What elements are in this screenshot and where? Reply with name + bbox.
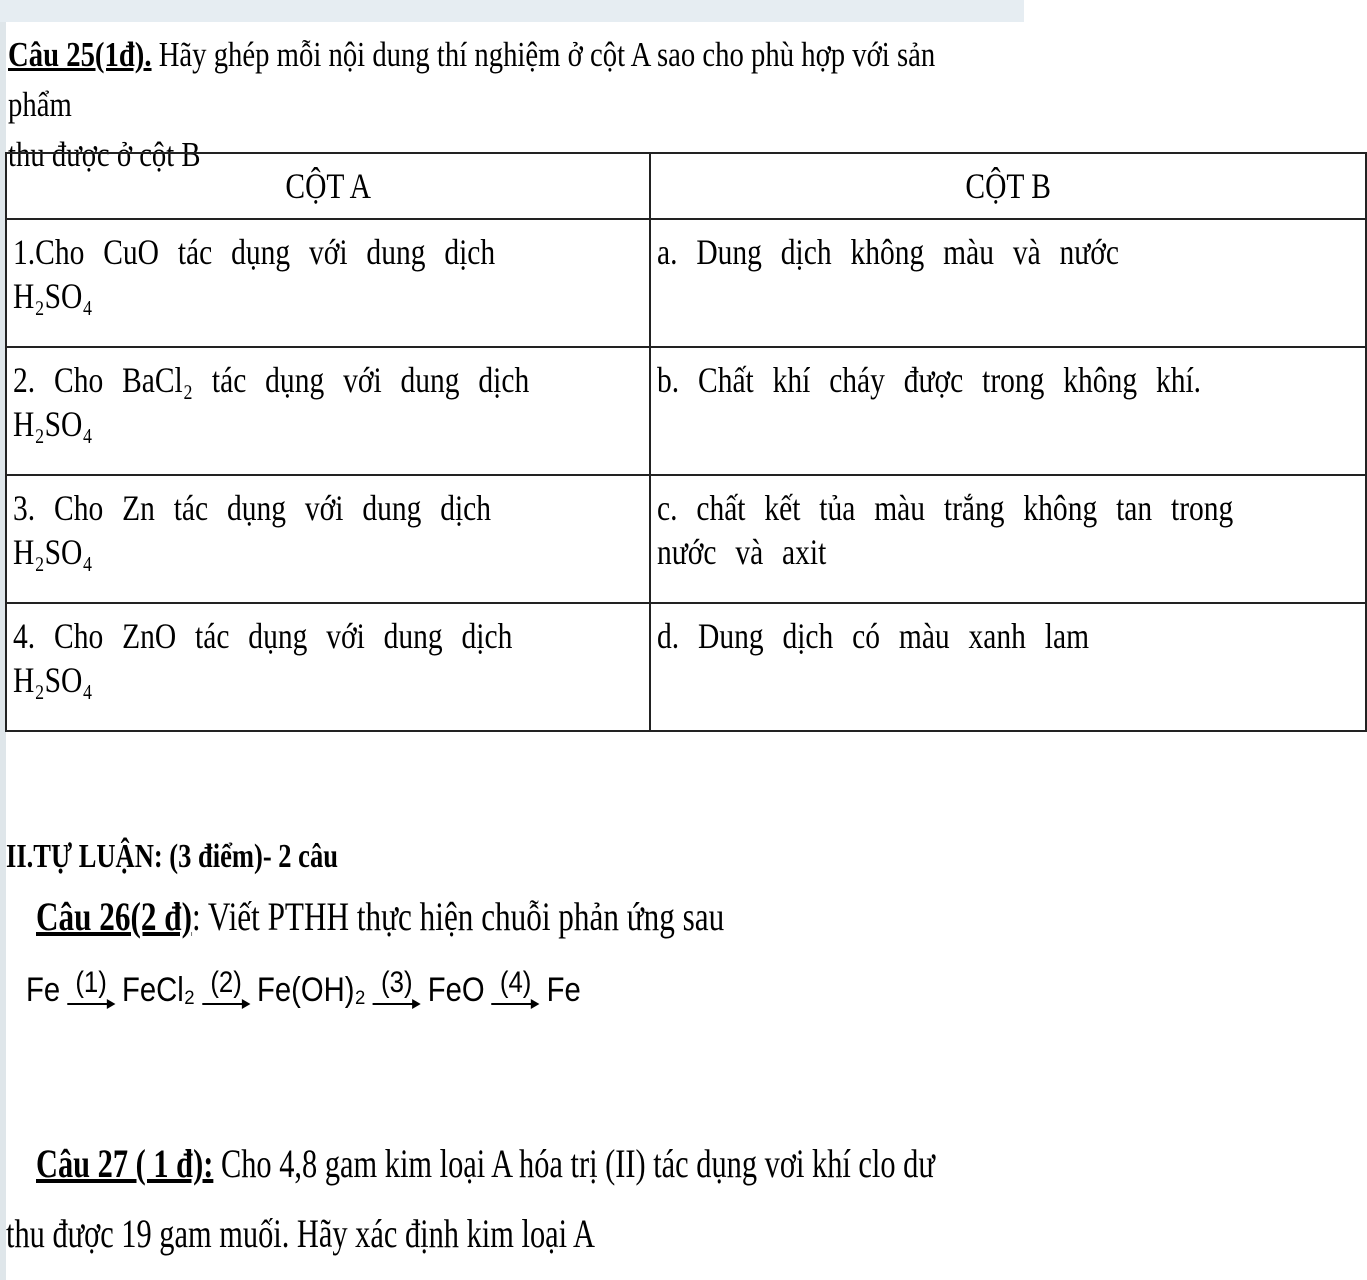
matching-table [5,152,1367,732]
chain-species-3: Fe(OH)₂ [257,971,366,1009]
question-25-label: Câu 25(1đ). [8,35,152,74]
top-bar [0,0,1024,22]
header-col-b: CỘT B [650,153,1367,219]
question-25-text-line2: thu được ở cột B [8,135,201,174]
chain-species-2: FeCl₂ [122,971,196,1009]
table-row [6,603,1366,731]
table-row [6,347,1366,475]
arrow-icon [200,998,252,1010]
chain-arrow-4: (4) [490,968,542,1010]
chain-arrow-3: (3) [371,968,423,1010]
arrow-icon [490,998,542,1010]
col-b-cell: b. Chất khí cháy được trong không khí. [650,347,1367,475]
question-27 [36,1140,935,1187]
col-a-cell: 3. Cho Zn tác dụng với dung dịch H₂SO₄ [6,475,650,603]
col-a-cell: 1.Cho CuO tác dụng với dung dịch H₂SO₄ [6,219,650,347]
col-b-cell: d. Dung dịch có màu xanh lam [650,603,1367,731]
col-a-cell: 2. Cho BaCl₂ tác dụng với dung dịch H₂SO₄ [6,347,650,475]
header-col-a: CỘT A [6,153,650,219]
chain-species-4: FeO [427,971,485,1009]
chain-species-5: Fe [546,971,581,1009]
col-b-cell: c. chất kết tủa màu trắng không tan trong nước và axit [650,475,1367,603]
chain-arrow-2: (2) [200,968,252,1010]
col-b-cell: a. Dung dịch không màu và nước [650,219,1367,347]
col-a-cell: 4. Cho ZnO tác dụng với dung dịch H₂SO₄ [6,603,650,731]
question-27-text: Cho 4,8 gam kim loại A hóa trị (II) tác dụng vơi khí clo dư [213,1141,935,1186]
chain-species-1: Fe [26,971,61,1009]
question-27-label: Câu 27 ( 1 đ): [36,1141,214,1186]
question-26-text: : Viết PTHH thực hiện chuỗi phản ứng sau [192,894,725,939]
question-27-text-line2: thu được 19 gam muối. Hãy xác định kim loại A [6,1211,595,1256]
table-row [6,219,1366,347]
table-row [6,475,1366,603]
question-26 [36,893,724,940]
section-2-title: II.TỰ LUẬN: (3 điểm)- 2 câu [6,838,338,875]
reaction-chain [26,968,581,1010]
chain-arrow-1: (1) [65,968,117,1010]
arrow-icon [65,998,117,1010]
question-26-label: Câu 26(2 đ) [36,894,193,939]
arrow-icon [371,998,423,1010]
question-25-text: Hãy ghép mỗi nội dung thí nghiệm ở cột A sao cho phù hợp với sản phẩm [8,35,936,124]
